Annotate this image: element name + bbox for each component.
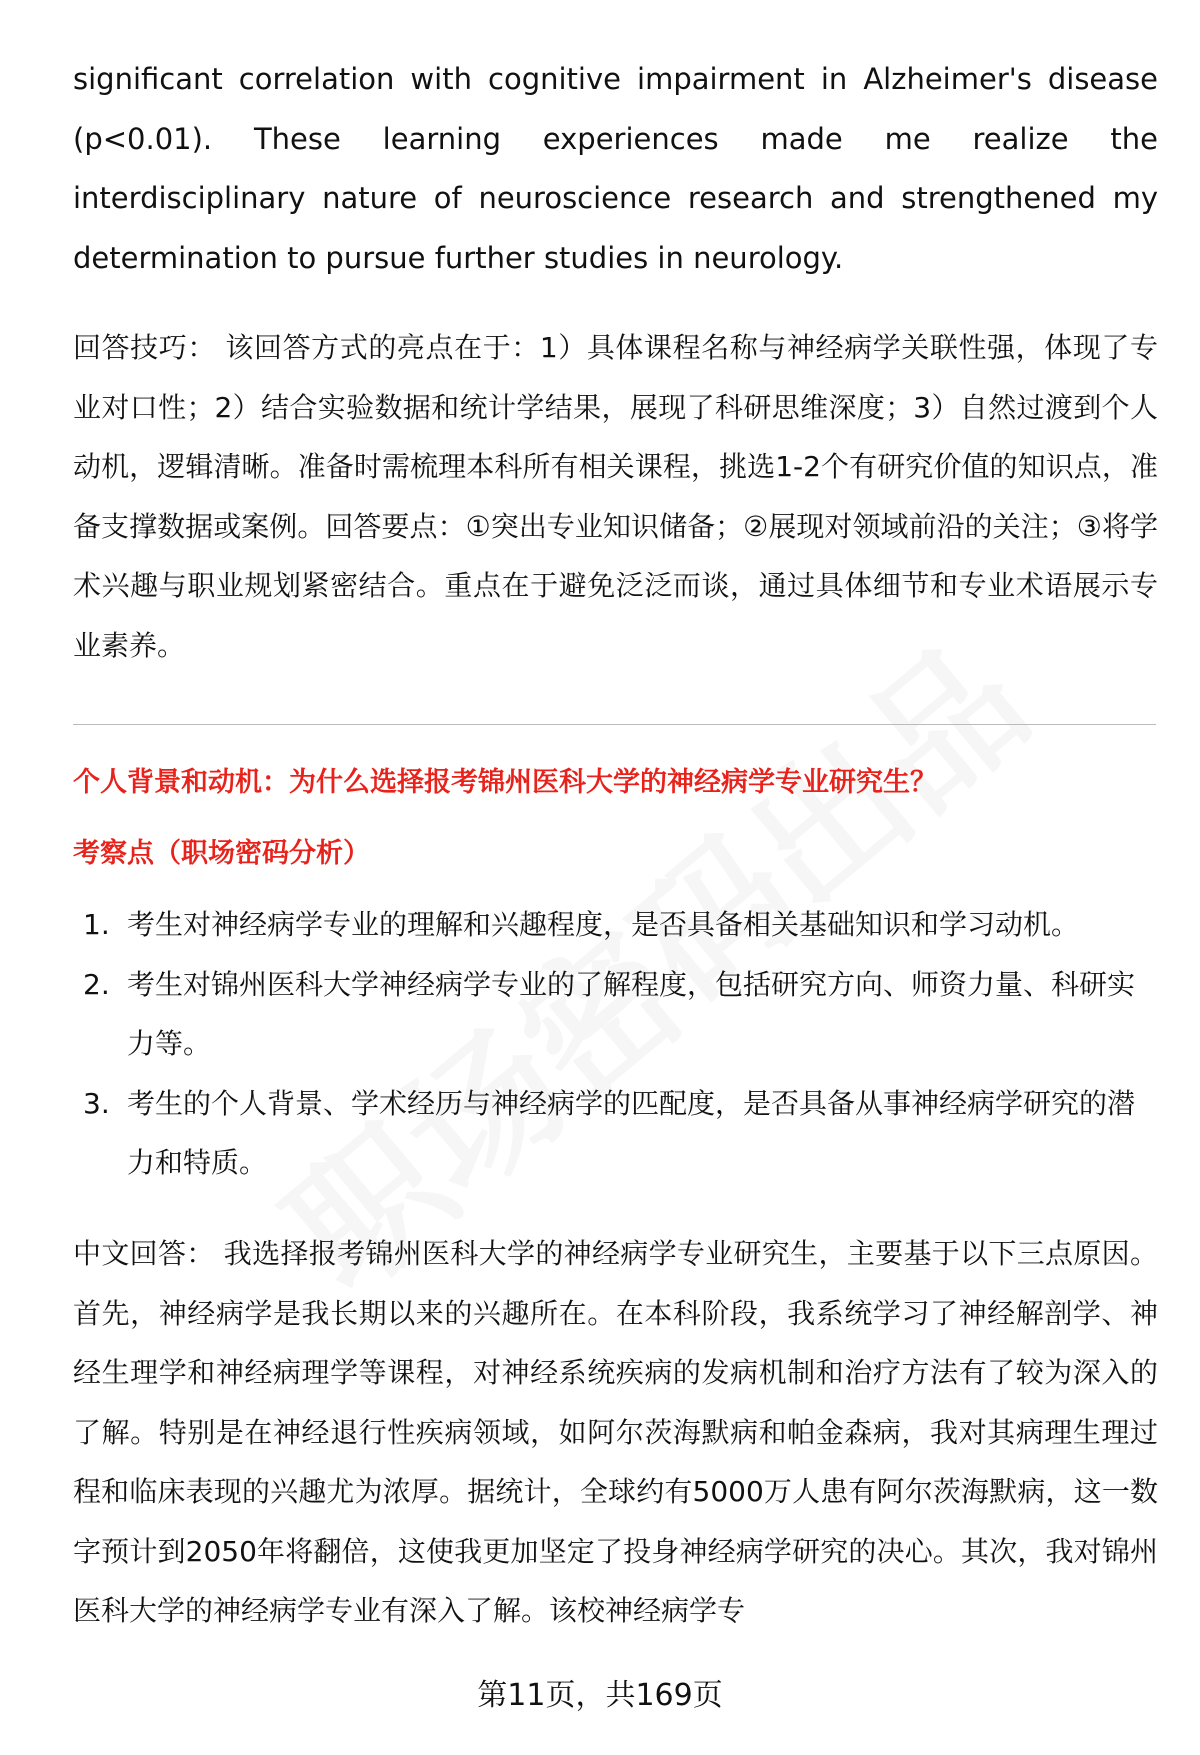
chinese-answer: 中文回答： 我选择报考锦州医科大学的神经病学专业研究生，主要基于以下三点原因。首先，神经病学是我长期以来的兴趣所在。在本科阶段，我系统学习了神经解剖学、神经生理学和神经病理学等课程，对神经系统疾病的发病机制和治疗方法有了较为深入的了解。特别是在神经退行性疾病领域，如阿尔茨海默病和帕金森病，我对其病理生理过程和临床表现的兴趣尤为浓厚。据统计，全球约有5000万人患有阿尔茨海默病，这一数字预计到2050年将翻倍，这使我更加坚定了投身神经病学研究的决心。其次，我对锦州医科大学的神经病学专业有深入了解。该校神经病学专	[73, 1237, 1158, 1627]
list-item	[73, 955, 1158, 1074]
points-list	[73, 895, 1158, 1193]
list-item	[73, 1074, 1158, 1193]
question-heading: 个人背景和动机：为什么选择报考锦州医科大学的神经病学专业研究生？	[73, 767, 937, 798]
answer-tips: 回答技巧： 该回答方式的亮点在于：1）具体课程名称与神经病学关联性强，体现了专业对口性；2）结合实验数据和统计学结果，展现了科研思维深度；3）自然过渡到个人动机，逻辑清晰。准备时需梳理本科所有相关课程，挑选1-2个有研究价值的知识点，准备支撑数据或案例。回答要点：①突出专业知识储备；②展现对领域前沿的关注；③将学术兴趣与职业规划紧密结合。重点在于避免泛泛而谈，通过具体细节和专业术语展示专业素养。	[73, 331, 1158, 662]
item-text: 考生的个人背景、学术经历与神经病学的匹配度，是否具备从事神经病学研究的潜力和特质。	[127, 1086, 1136, 1179]
list-item	[73, 895, 1158, 955]
item-number: 1.	[83, 908, 110, 941]
page-footer: 第11页，共169页	[477, 1678, 723, 1713]
points-heading: 考察点（职场密码分析）	[73, 838, 370, 869]
item-number: 2.	[83, 967, 110, 1001]
item-text: 考生对锦州医科大学神经病学专业的了解程度，包括研究方向、师资力量、科研实力等。	[127, 967, 1136, 1060]
previous-answer-tail: significant correlation with cognitive impairment in Alzheimer's disease (p<0.01). These learning experiences made me realize the interdisciplinary nature of neuroscience research and strengthened my determination to pursue further studies in neurology.	[73, 62, 1158, 275]
item-number: 3.	[83, 1086, 110, 1120]
section-divider	[73, 724, 1156, 725]
item-text: 考生对神经病学专业的理解和兴趣程度，是否具备相关基础知识和学习动机。	[127, 908, 1080, 941]
